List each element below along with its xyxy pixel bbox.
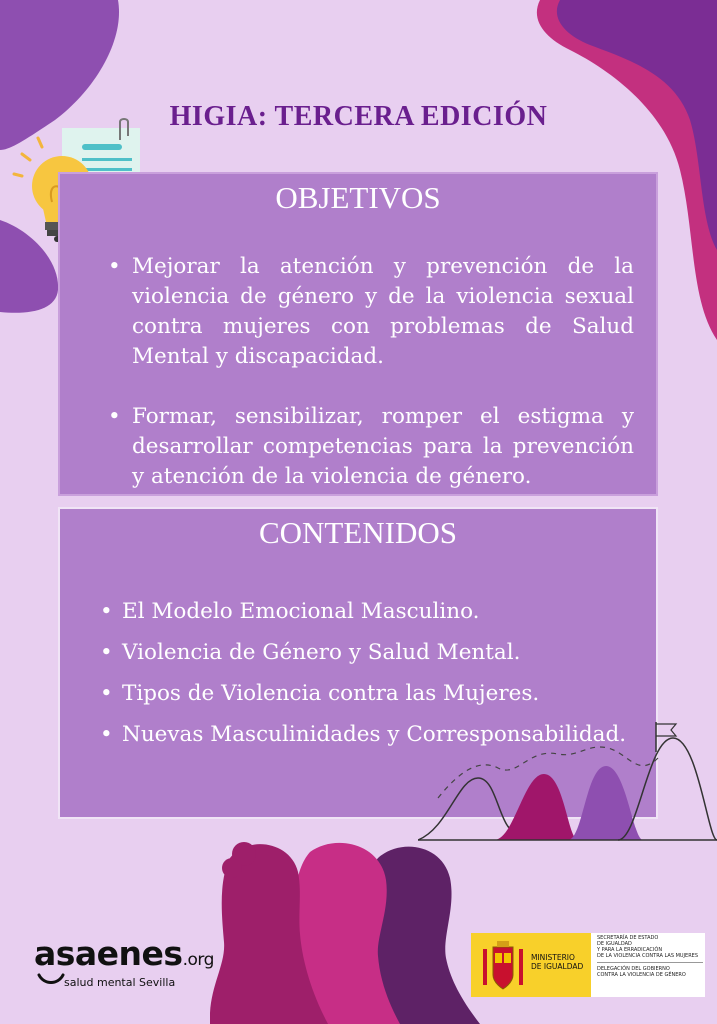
objetivo-text: Formar, sensibilizar, romper el estigma y desarrollar competencias para la prevención y atención de la violencia de género. (132, 404, 634, 489)
contenido-text: El Modelo Emocional Masculino. (122, 599, 480, 624)
contenido-text: Tipos de Violencia contra las Mujeres. (122, 681, 540, 706)
ministerio-label: MINISTERIO DE IGUALDAD (531, 953, 584, 971)
bullet: • (100, 681, 113, 706)
bullet: • (100, 599, 113, 624)
asaenes-logo-text: asaenes.org (34, 934, 214, 973)
paperclip-icon (116, 116, 132, 142)
ministerio-departments: SECRETARÍA DE ESTADO DE IGUALDAD Y PARA LA ERRADICACIÓN DE LA VIOLENCIA CONTRA LAS MUJERES DELEGACIÓN DEL GOBIERNO CONTRA LA VIOLENCIA DE GÉNERO (597, 935, 703, 978)
spain-coat-of-arms-icon (481, 939, 525, 993)
contenidos-heading: CONTENIDOS (258, 515, 458, 550)
asaenes-subtitle: salud mental Sevilla (64, 976, 176, 989)
list-item (106, 402, 634, 492)
contenido-text: Violencia de Género y Salud Mental. (122, 640, 521, 665)
smile-icon (36, 972, 66, 986)
list-item (98, 632, 646, 673)
bullet: • (100, 640, 113, 665)
bullet: • (100, 722, 113, 747)
objetivo-text: Mejorar la atención y prevención de la violencia de género y de la violencia sexual contra mujeres con problemas de Salud Mental y discapacidad. (132, 254, 634, 369)
list-item (98, 673, 646, 714)
list-item (106, 252, 634, 372)
flag-icon (652, 720, 682, 754)
objetivos-list (106, 252, 634, 522)
list-item (98, 591, 646, 632)
asaenes-logo (34, 936, 234, 996)
ministerio-logo (471, 933, 705, 997)
contenido-text: Nuevas Masculinidades y Corresponsabilidad. (122, 722, 627, 747)
bullet: • (108, 254, 121, 279)
women-silhouettes-icon (210, 838, 480, 1024)
bullet: • (108, 404, 121, 429)
objetivos-box (58, 172, 658, 496)
divider (597, 962, 703, 963)
page-title: HIGIA: TERCERA EDICIÓN (169, 101, 548, 132)
objetivos-heading: OBJETIVOS (275, 180, 441, 215)
